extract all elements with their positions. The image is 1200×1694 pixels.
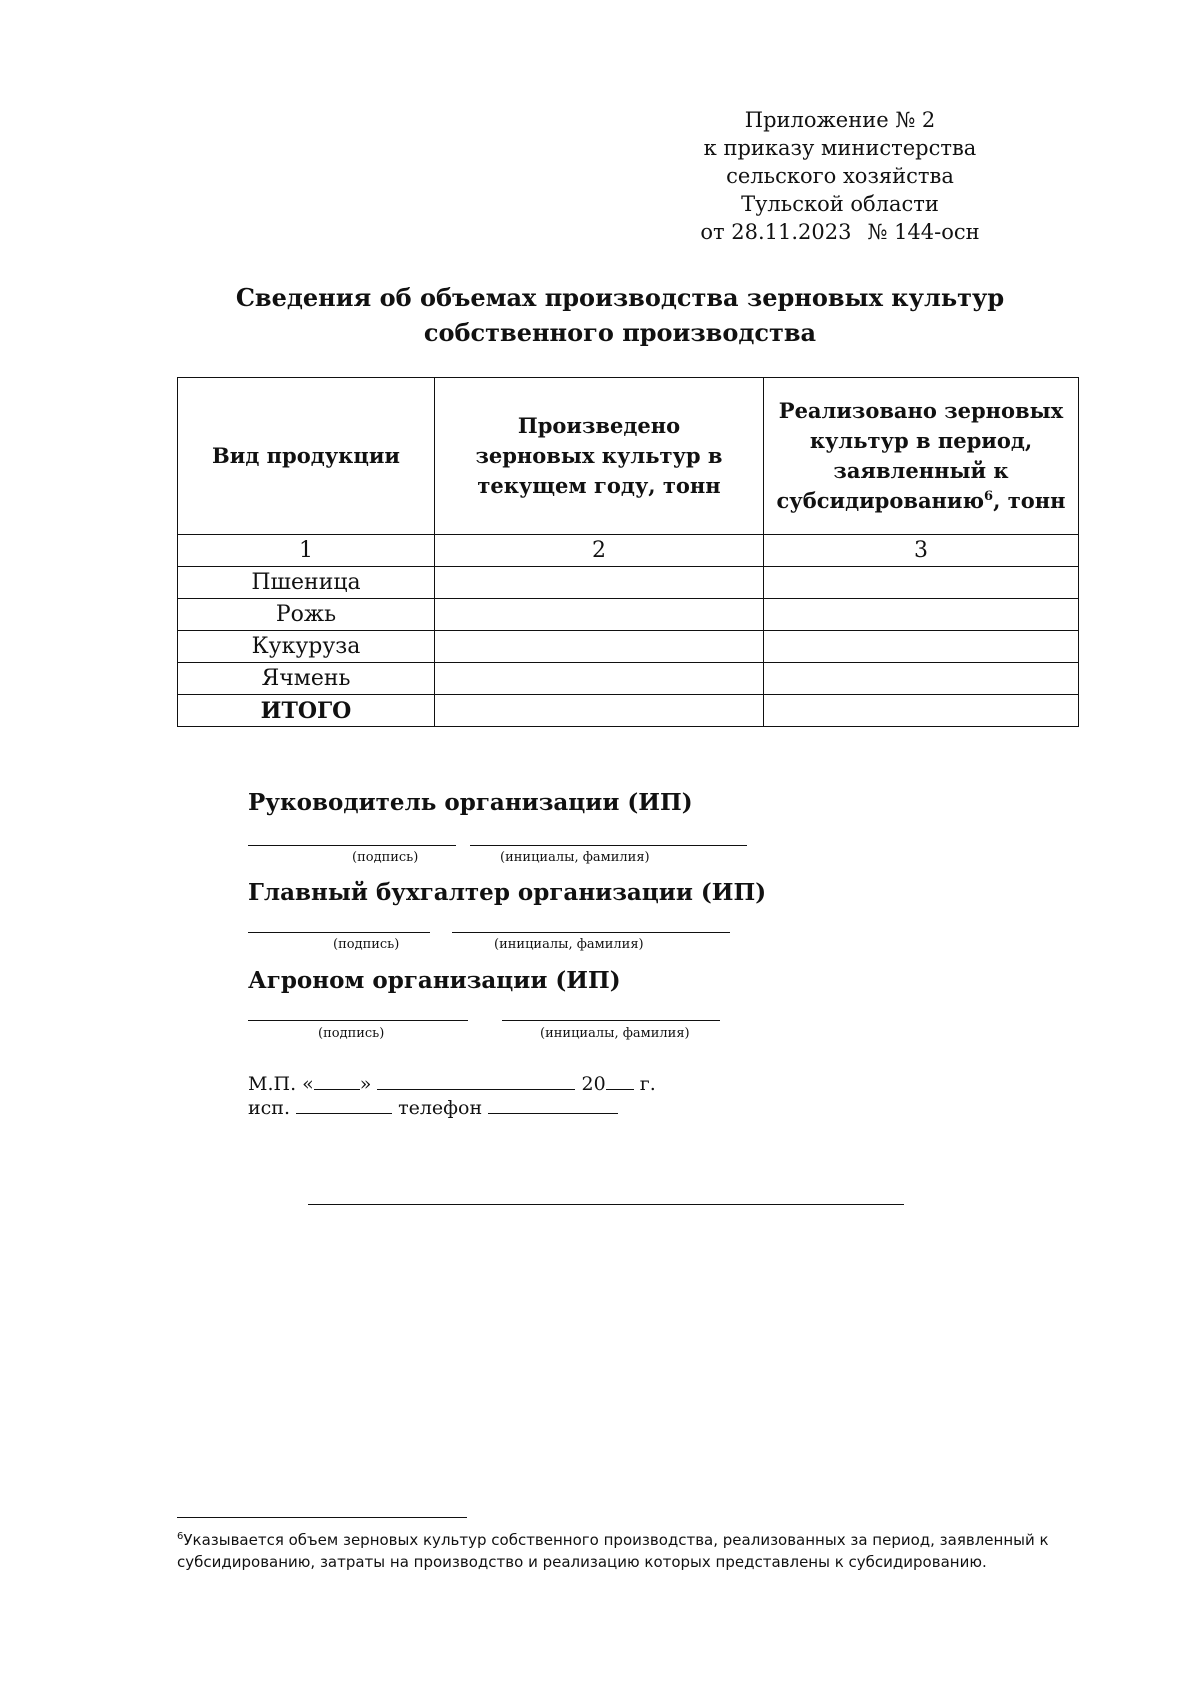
phone-label: телефон xyxy=(398,1097,483,1119)
accountant-role-label: Главный бухгалтер организации (ИП) xyxy=(248,879,767,906)
title-line-2: собственного производства xyxy=(423,318,817,347)
executor-label: исп. xyxy=(248,1097,291,1119)
appendix-line-4: Тульской области xyxy=(741,192,939,216)
table-row xyxy=(178,663,1079,695)
product-name: Ячмень xyxy=(178,663,435,695)
footnote-separator xyxy=(177,1517,467,1518)
total-sold-value[interactable] xyxy=(764,695,1079,727)
column-number-2: 2 xyxy=(435,535,764,567)
month-blank[interactable] xyxy=(377,1071,575,1090)
header-sold xyxy=(764,378,1079,535)
total-produced-value[interactable] xyxy=(435,695,764,727)
appendix-order-line xyxy=(690,218,990,246)
document-title xyxy=(180,280,1060,350)
column-number-3: 3 xyxy=(764,535,1079,567)
closing-divider xyxy=(308,1204,904,1205)
quote-close: » xyxy=(359,1073,372,1095)
column-number-1: 1 xyxy=(178,535,435,567)
footnote-mark: 6 xyxy=(177,1531,184,1542)
head-name-caption: (инициалы, фамилия) xyxy=(500,850,650,865)
produced-value[interactable] xyxy=(435,567,764,599)
executor-line xyxy=(248,1095,618,1120)
produced-value[interactable] xyxy=(435,663,764,695)
agronomist-name-caption: (инициалы, фамилия) xyxy=(540,1026,690,1041)
product-name: Кукуруза xyxy=(178,631,435,663)
year-blank[interactable] xyxy=(606,1071,634,1090)
appendix-line-1: Приложение № 2 xyxy=(744,108,936,132)
head-signature-line[interactable] xyxy=(248,845,456,846)
header-sold-unit: , тонн xyxy=(993,488,1066,513)
total-row xyxy=(178,695,1079,727)
accountant-signature-line[interactable] xyxy=(248,932,430,933)
appendix-line-3: сельского хозяйства xyxy=(726,164,954,188)
table-row xyxy=(178,631,1079,663)
header-product-type-text: Вид продукции xyxy=(212,443,400,468)
produced-value[interactable] xyxy=(435,599,764,631)
phone-blank[interactable] xyxy=(488,1095,618,1114)
head-name-line[interactable] xyxy=(470,845,747,846)
agronomist-role-label: Агроном организации (ИП) xyxy=(248,967,621,994)
day-blank[interactable] xyxy=(314,1071,360,1090)
head-signature-caption: (подпись) xyxy=(352,850,419,865)
year-prefix: 20 xyxy=(581,1073,606,1095)
table-header-row xyxy=(178,378,1079,535)
footnote xyxy=(177,1529,1057,1573)
sold-value[interactable] xyxy=(764,631,1079,663)
production-table xyxy=(177,377,1079,727)
stamp-label: М.П. « xyxy=(248,1073,314,1095)
accountant-signature-caption: (подпись) xyxy=(333,937,400,952)
column-number-row xyxy=(178,535,1079,567)
sold-value[interactable] xyxy=(764,599,1079,631)
appendix-date: от 28.11.2023 xyxy=(700,220,852,244)
appendix-line-2: к приказу министерства xyxy=(703,136,977,160)
header-produced xyxy=(435,378,764,535)
agronomist-signature-line[interactable] xyxy=(248,1020,468,1021)
year-suffix: г. xyxy=(639,1073,656,1095)
header-sold-text: Реализовано зерновых культур в период, заявленный к субсидированию xyxy=(776,398,1064,513)
title-line-1: Сведения об объемах производства зерновых культур xyxy=(235,283,1005,312)
footnote-text: Указывается объем зерновых культур собственного производства, реализованных за период, заявленный к субсидированию, затраты на производство и реализацию которых представлены к субсидированию. xyxy=(177,1531,1049,1571)
sold-value[interactable] xyxy=(764,663,1079,695)
total-label: ИТОГО xyxy=(178,695,435,727)
accountant-name-caption: (инициалы, фамилия) xyxy=(494,937,644,952)
head-role-label: Руководитель организации (ИП) xyxy=(248,789,693,816)
table-row xyxy=(178,599,1079,631)
table-row xyxy=(178,567,1079,599)
stamp-date-line xyxy=(248,1071,656,1096)
executor-blank[interactable] xyxy=(296,1095,392,1114)
header-produced-text: Произведено зерновых культур в текущем году, тонн xyxy=(475,413,723,498)
footnote-reference: 6 xyxy=(984,489,994,504)
appendix-header xyxy=(690,106,990,246)
agronomist-name-line[interactable] xyxy=(502,1020,720,1021)
produced-value[interactable] xyxy=(435,631,764,663)
appendix-number: № 144-осн xyxy=(867,220,980,244)
product-name: Пшеница xyxy=(178,567,435,599)
sold-value[interactable] xyxy=(764,567,1079,599)
accountant-name-line[interactable] xyxy=(452,932,730,933)
agronomist-signature-caption: (подпись) xyxy=(318,1026,385,1041)
product-name: Рожь xyxy=(178,599,435,631)
header-product-type xyxy=(178,378,435,535)
